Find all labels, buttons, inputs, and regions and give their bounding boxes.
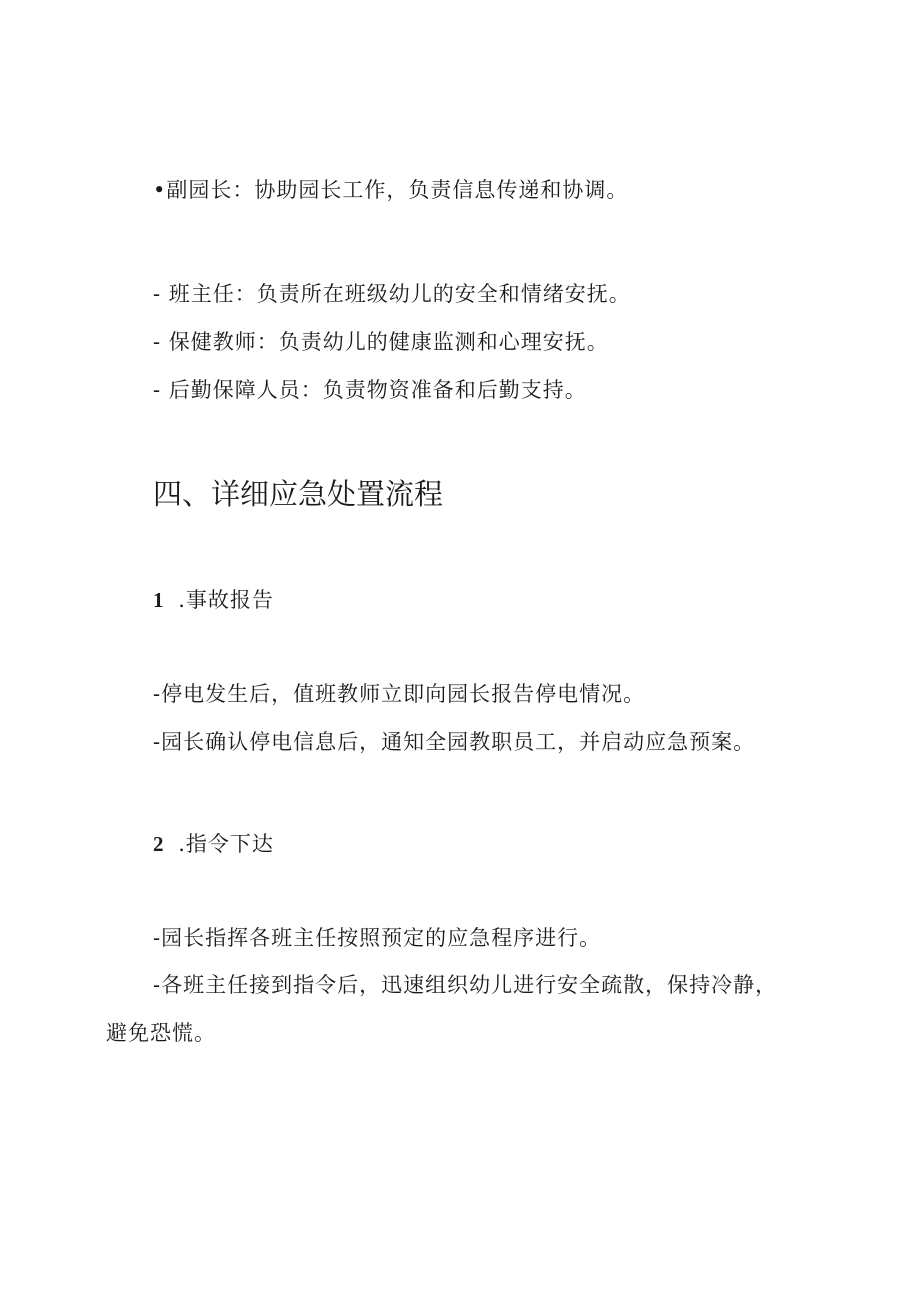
step-1-item-1: -停电发生后，值班教师立即向园长报告停电情况。: [153, 682, 646, 706]
vice-principal-role: •副园长：协助园长工作，负责信息传递和协调。: [153, 178, 629, 202]
role-head-teacher: - 班主任：负责所在班级幼儿的安全和情绪安抚。: [153, 282, 631, 306]
step-2-item-2-continued: 避免恐慌。: [106, 1021, 216, 1045]
step-2-item-2: -各班主任接到指令后，迅速组织幼儿进行安全疏散，保持冷静，: [153, 973, 778, 997]
section-heading: 四、详细应急处置流程: [153, 477, 444, 511]
step-2-number: 2: [153, 832, 165, 856]
step-2-title: [153, 830, 274, 858]
step-1-number: 1: [153, 588, 165, 612]
role-health-teacher: - 保健教师：负责幼儿的健康监测和心理安抚。: [153, 330, 609, 354]
step-1-title-text: .事故报告: [178, 588, 274, 612]
step-2-title-text: .指令下达: [178, 832, 274, 856]
role-logistics-staff: - 后勤保障人员：负责物资准备和后勤支持。: [153, 378, 587, 402]
step-1-title: [153, 586, 274, 614]
step-2-item-1: -园长指挥各班主任按照预定的应急程序进行。: [153, 926, 602, 950]
step-1-item-2: -园长确认停电信息后，通知全园教职员工，并启动应急预案。: [153, 730, 756, 754]
